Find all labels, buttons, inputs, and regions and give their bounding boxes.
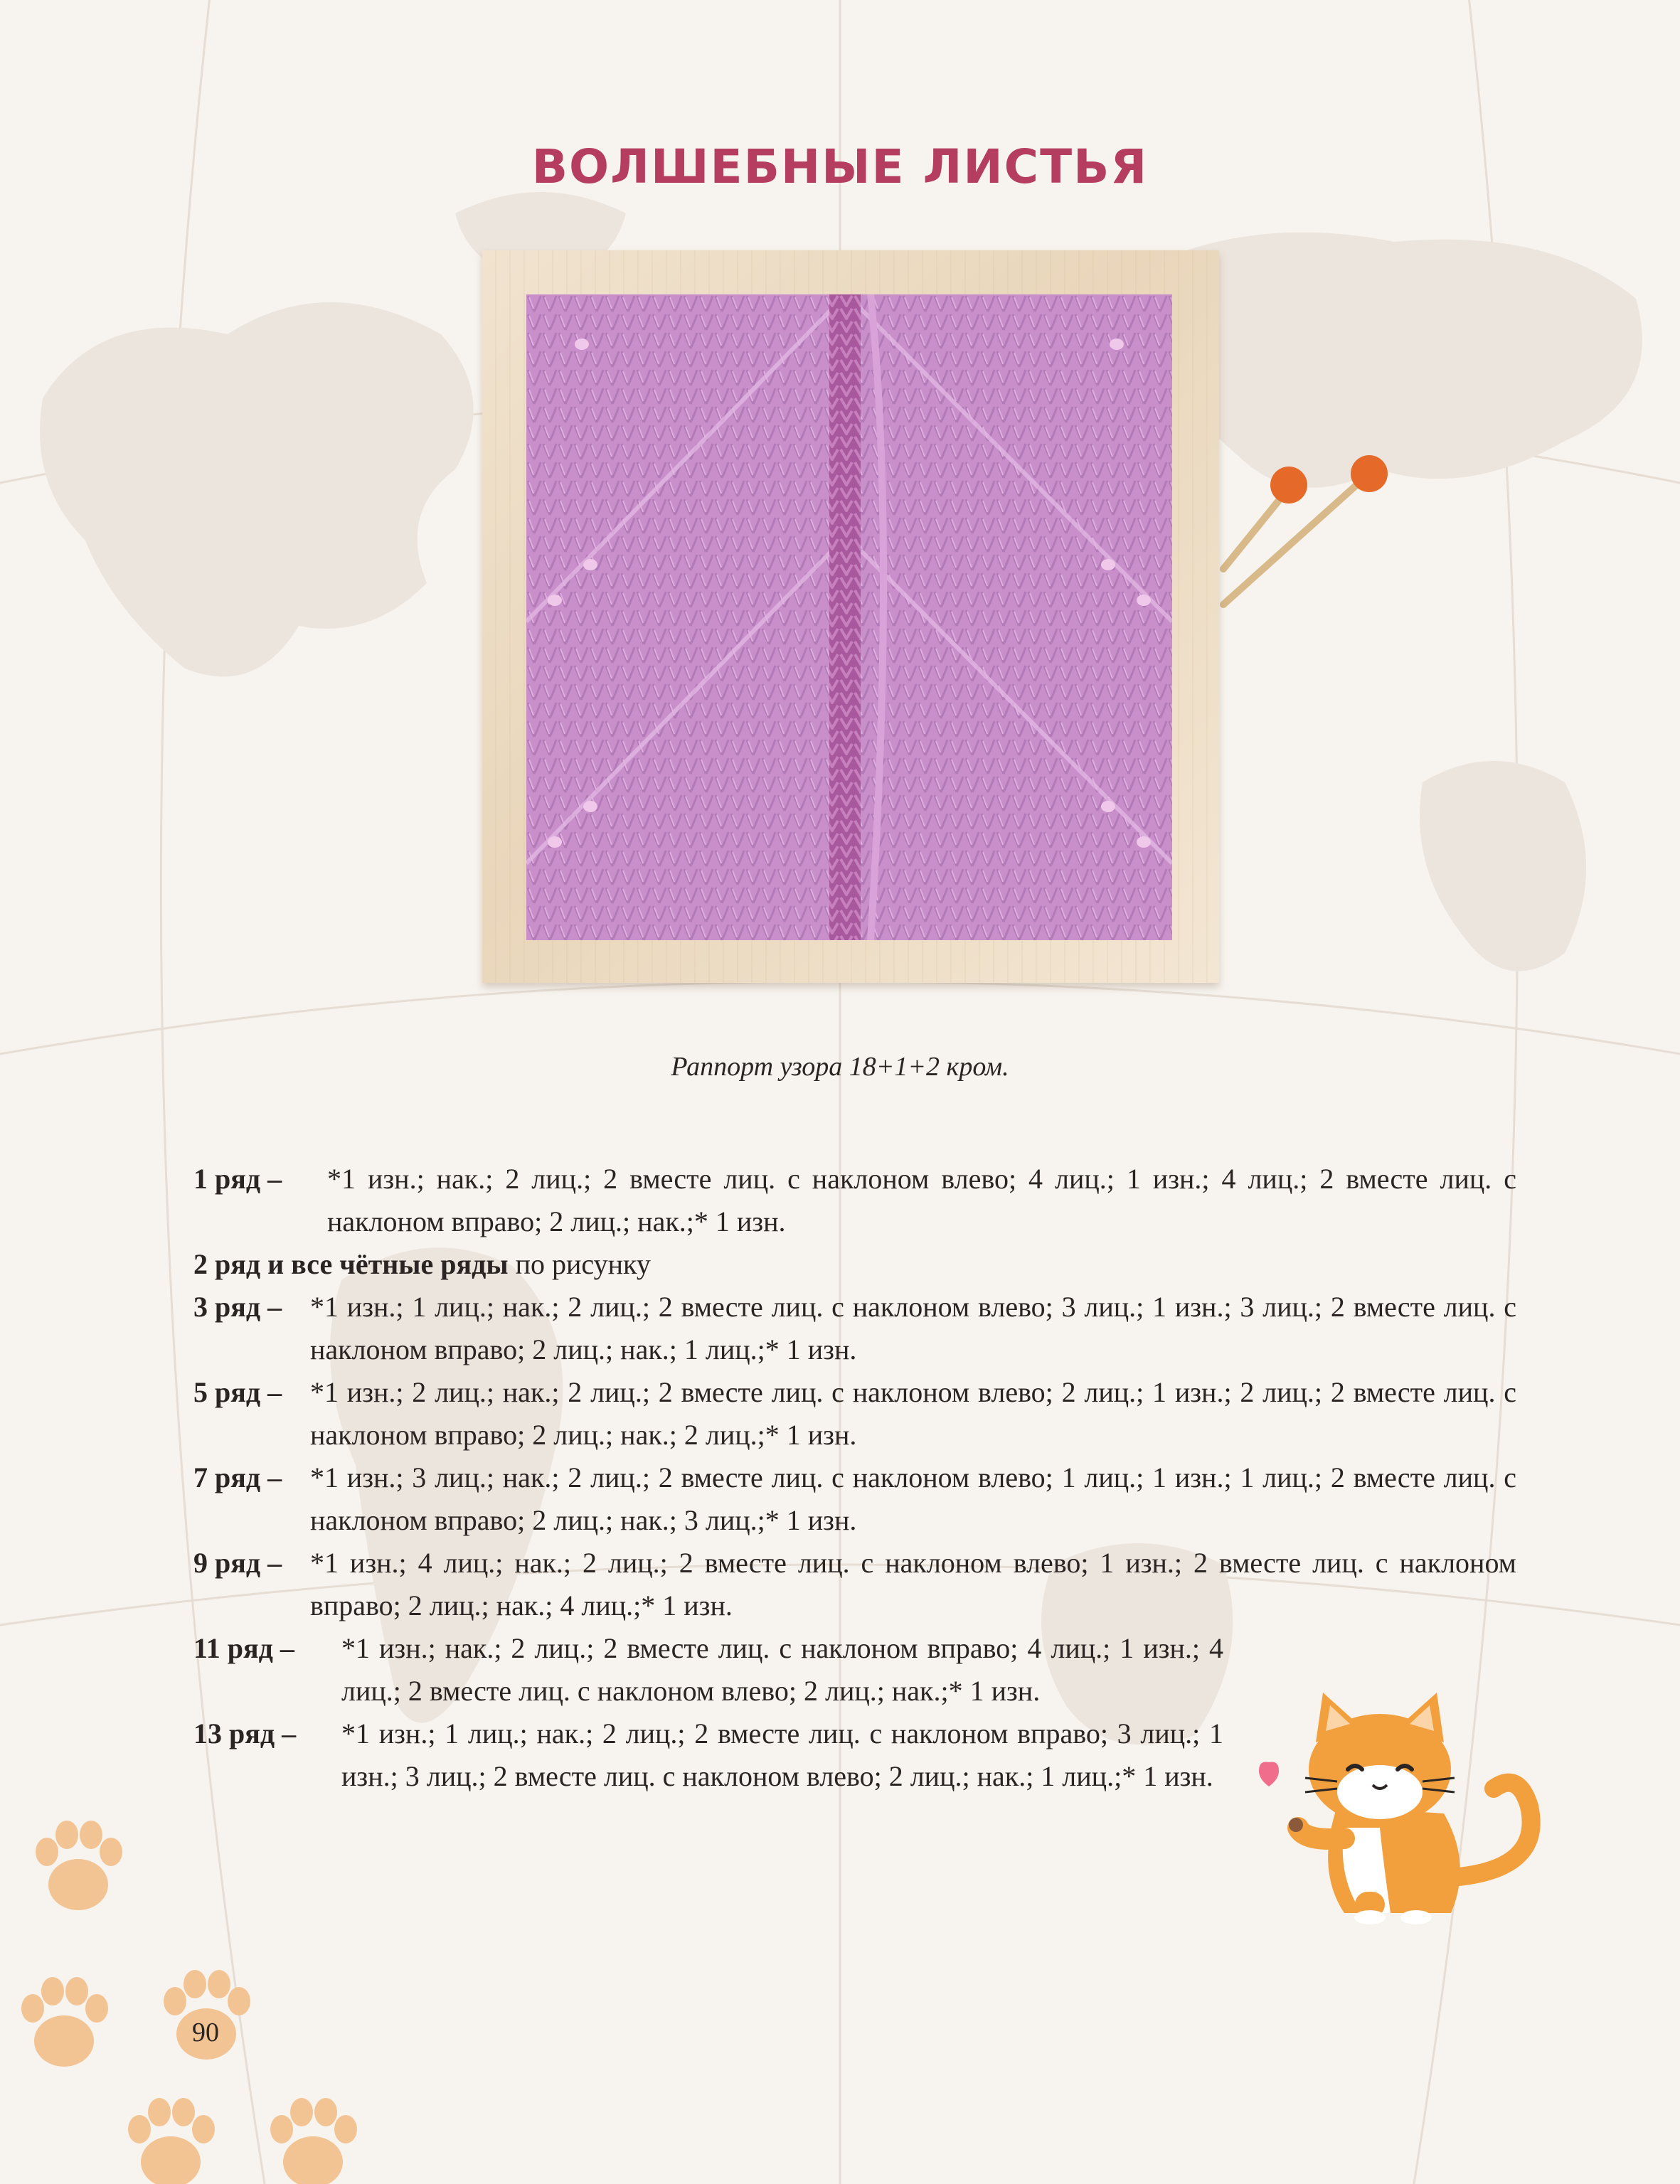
row-label: 9 ряд – bbox=[193, 1547, 282, 1579]
row-text: *1 изн.; 4 лиц.; нак.; 2 лиц.; 2 вместе лиц. с наклоном влево; 1 изн.; 2 вместе лиц. с наклоном вправо; 2 лиц.; нак.; 4 лиц.;* 1 изн. bbox=[310, 1547, 1516, 1621]
row-text: *1 изн.; нак.; 2 лиц.; 2 вместе лиц. с наклоном влево; 4 лиц.; 1 изн.; 4 лиц.; 2 вместе лиц. с наклоном вправо; 2 лиц.; нак.;* 1 изн. bbox=[327, 1163, 1516, 1237]
row-text: по рисунку bbox=[515, 1248, 651, 1280]
knitting-needles-icon bbox=[1209, 448, 1415, 626]
row-label: 5 ряд – bbox=[193, 1376, 282, 1408]
instruction-row-9 bbox=[193, 1542, 1516, 1627]
row-label: 3 ряд – bbox=[193, 1291, 282, 1323]
row-text: *1 изн.; 1 лиц.; нак.; 2 лиц.; 2 вместе лиц. с наклоном вправо; 3 лиц.; 1 изн.; 3 лиц.; 2 вместе лиц. с наклоном влево; 2 лиц.; нак.; 1 лиц.;* 1 изн. bbox=[341, 1717, 1223, 1792]
orange-cat-icon bbox=[1238, 1685, 1551, 1927]
row-text: *1 изн.; нак.; 2 лиц.; 2 вместе лиц. с наклоном вправо; 4 лиц.; 1 изн.; 4 лиц.; 2 вместе лиц. с наклоном влево; 2 лиц.; нак.;* 1 изн. bbox=[341, 1632, 1223, 1707]
page-number: 90 bbox=[192, 2018, 219, 2047]
page-title: ВОЛШЕБНЫЕ ЛИСТЬЯ bbox=[531, 139, 1149, 194]
pattern-caption: Раппорт узора 18+1+2 кром. bbox=[671, 1052, 1009, 1082]
cat-paw-prints-icon bbox=[0, 1792, 398, 2184]
instruction-row-5 bbox=[193, 1371, 1516, 1456]
instruction-row-1 bbox=[193, 1158, 1516, 1243]
instruction-row-7 bbox=[193, 1456, 1516, 1542]
row-label: 11 ряд – bbox=[193, 1632, 294, 1664]
row-text: *1 изн.; 1 лиц.; нак.; 2 лиц.; 2 вместе лиц. с наклоном влево; 3 лиц.; 1 изн.; 3 лиц.; 2 вместе лиц. с наклоном вправо; 2 лиц.; нак.; 1 лиц.;* 1 изн. bbox=[310, 1291, 1516, 1365]
row-label: 13 ряд – bbox=[193, 1717, 297, 1749]
row-label: 7 ряд – bbox=[193, 1461, 282, 1493]
row-label: 1 ряд – bbox=[193, 1163, 282, 1195]
instruction-row-2 bbox=[193, 1243, 1516, 1286]
row-label: 2 ряд и все чётные ряды bbox=[193, 1248, 509, 1280]
row-text: *1 изн.; 2 лиц.; нак.; 2 лиц.; 2 вместе лиц. с наклоном влево; 2 лиц.; 1 изн.; 2 лиц.; 2 вместе лиц. с наклоном вправо; 2 лиц.; нак.; 2 лиц.;* 1 изн. bbox=[310, 1376, 1516, 1451]
instruction-row-3 bbox=[193, 1286, 1516, 1371]
row-text: *1 изн.; 3 лиц.; нак.; 2 лиц.; 2 вместе лиц. с наклоном влево; 1 лиц.; 1 изн.; 1 лиц.; 2 вместе лиц. с наклоном вправо; 2 лиц.; нак.; 3 лиц.;* 1 изн. bbox=[310, 1461, 1516, 1536]
photo-frame bbox=[482, 250, 1219, 983]
knitted-sample-photo bbox=[526, 294, 1172, 940]
